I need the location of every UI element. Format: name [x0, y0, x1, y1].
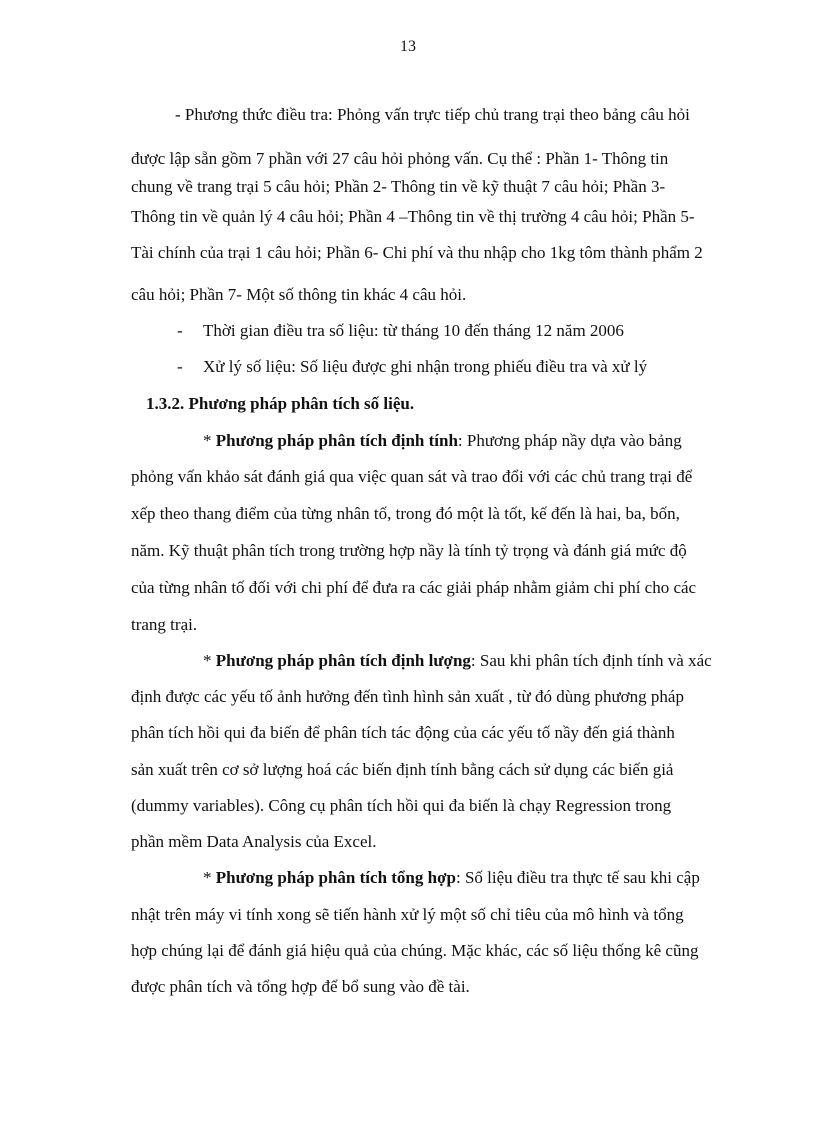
survey-method-line: Tài chính của trại 1 câu hỏi; Phần 6- Chi phí và thu nhập cho 1kg tôm thành phẩm 2: [131, 243, 703, 262]
qualitative-lead: *: [203, 431, 216, 450]
qualitative-rest: : Phương pháp nầy dựa vào bảng: [457, 431, 682, 450]
page-number: 13: [400, 38, 416, 55]
quantitative-first-line: [203, 650, 712, 672]
synthesis-rest: : Số liệu điều tra thực tế sau khi cập: [455, 868, 700, 887]
survey-method-line: Thông tin về quản lý 4 câu hỏi; Phần 4 –Thông tin về thị trường 4 câu hỏi; Phần 5-: [131, 207, 695, 226]
bullet-data-processing: Xử lý số liệu: Số liệu được ghi nhận trong phiếu điều tra và xử lý: [203, 357, 648, 376]
survey-method-line: - Phương thức điều tra: Phỏng vấn trực tiếp chủ trang trại theo bảng câu hỏi: [175, 105, 690, 124]
qualitative-line: xếp theo thang điểm của từng nhân tố, trong đó một là tốt, kế đến là hai, ba, bốn,: [131, 504, 680, 523]
quantitative-lead: *: [203, 651, 216, 670]
survey-method-line: câu hỏi; Phần 7- Một số thông tin khác 4 câu hỏi.: [131, 285, 467, 304]
qualitative-line: của từng nhân tố đối với chi phí để đưa ra các giải pháp nhằm giảm chi phí cho các: [131, 578, 697, 597]
qualitative-line: năm. Kỹ thuật phân tích trong trường hợp nầy là tính tỷ trọng và đánh giá mức độ: [131, 541, 687, 560]
qualitative-line: phỏng vấn khảo sát đánh giá qua việc quan sát và trao đổi với các chủ trang trại để: [131, 467, 693, 486]
qualitative-first-line: [203, 430, 682, 452]
quantitative-line: sản xuất trên cơ sở lượng hoá các biến định tính bằng cách sử dụng các biến giả: [131, 760, 674, 779]
synthesis-lead: *: [203, 868, 216, 887]
survey-method-line: được lập sẵn gồm 7 phần với 27 câu hỏi phỏng vấn. Cụ thể : Phần 1- Thông tin: [131, 149, 669, 168]
synthesis-line: hợp chúng lại để đánh giá hiệu quả của chúng. Mặc khác, các số liệu thống kê cũng: [131, 941, 699, 960]
quantitative-line: phân tích hồi qui đa biến để phân tích tác động của các yếu tố nầy đến giá thành: [131, 723, 675, 742]
quantitative-line: phần mềm Data Analysis của Excel.: [131, 832, 377, 851]
synthesis-line: nhật trên máy vi tính xong sẽ tiến hành xử lý một số chỉ tiêu của mô hình và tổng: [131, 905, 684, 924]
section-heading: 1.3.2. Phương pháp phân tích số liệu.: [146, 394, 415, 413]
qualitative-title: Phương pháp phân tích định tính: [215, 431, 458, 450]
synthesis-first-line: [203, 867, 700, 889]
synthesis-title: Phương pháp phân tích tổng hợp: [215, 868, 456, 887]
bullet-dash: -: [177, 321, 183, 340]
quantitative-line: định được các yếu tố ảnh hưởng đến tình hình sản xuất , từ đó dùng phương pháp: [131, 687, 684, 706]
quantitative-line: (dummy variables). Công cụ phân tích hồi qui đa biến là chạy Regression trong: [131, 796, 672, 815]
bullet-dash: -: [177, 357, 183, 376]
quantitative-title: Phương pháp phân tích định lượng: [215, 651, 471, 670]
survey-method-line: chung về trang trại 5 câu hỏi; Phần 2- Thông tin về kỹ thuật 7 câu hỏi; Phần 3-: [131, 177, 666, 196]
qualitative-line: trang trại.: [131, 615, 198, 634]
bullet-survey-time: Thời gian điều tra số liệu: từ tháng 10 đến tháng 12 năm 2006: [203, 321, 624, 340]
synthesis-line: được phân tích và tổng hợp để bổ sung vào đề tài.: [131, 977, 470, 996]
quantitative-rest: : Sau khi phân tích định tính và xác: [470, 651, 712, 670]
